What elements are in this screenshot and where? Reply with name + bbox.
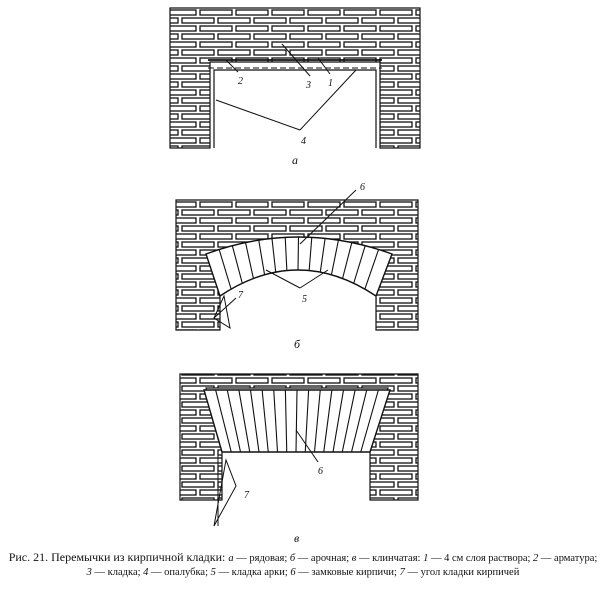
caption-text: — кладка; bbox=[91, 567, 144, 578]
caption-key: 5 bbox=[210, 567, 216, 578]
caption-key: 7 bbox=[399, 567, 405, 578]
caption-text: — клинчатая: bbox=[356, 553, 424, 564]
panel-a-rowed-lintel bbox=[170, 8, 420, 167]
caption-key: а bbox=[228, 553, 234, 564]
caption-key: 6 bbox=[290, 567, 296, 578]
caption-text: — замковые кирпичи; bbox=[295, 567, 400, 578]
arch-joint bbox=[298, 237, 299, 270]
callout-4: 4 bbox=[301, 136, 306, 147]
caption-text: — кладка арки; bbox=[215, 567, 291, 578]
figure-caption bbox=[8, 550, 598, 580]
callout-7: 7 bbox=[244, 490, 249, 501]
caption-key: 2 bbox=[533, 553, 539, 564]
callout-6: 6 bbox=[360, 182, 365, 193]
caption-text: — арочная; bbox=[295, 553, 352, 564]
panel-label-b: б bbox=[294, 337, 301, 351]
panel-label-c: в bbox=[294, 531, 300, 545]
caption-text: — рядовая; bbox=[233, 553, 290, 564]
callout-6: 6 bbox=[318, 466, 323, 477]
caption-text: — 4 см слоя раствора; bbox=[428, 553, 534, 564]
callout-2: 2 bbox=[238, 76, 243, 87]
caption-key: б bbox=[289, 553, 296, 564]
caption-lead: Рис. 21. Перемычки из кирпичной кладки: bbox=[8, 550, 229, 564]
caption-text: — опалубка; bbox=[148, 567, 211, 578]
panel-b-arched-lintel bbox=[176, 182, 418, 351]
caption-key: 4 bbox=[143, 567, 149, 578]
caption-text: — угол кладки кирпичей bbox=[404, 567, 520, 578]
callout-3: 3 bbox=[306, 80, 311, 91]
caption-text: — арматура; bbox=[538, 553, 598, 564]
caption-key: в bbox=[351, 553, 357, 564]
caption-key: 1 bbox=[423, 553, 429, 564]
panel-c-wedge-lintel bbox=[180, 374, 418, 545]
callout-7: 7 bbox=[238, 290, 243, 301]
panel-label-a: а bbox=[292, 153, 298, 167]
panel-a-masonry bbox=[170, 8, 420, 148]
callout-5: 5 bbox=[302, 294, 307, 305]
caption-key: 3 bbox=[86, 567, 92, 578]
callout-1: 1 bbox=[328, 78, 333, 89]
